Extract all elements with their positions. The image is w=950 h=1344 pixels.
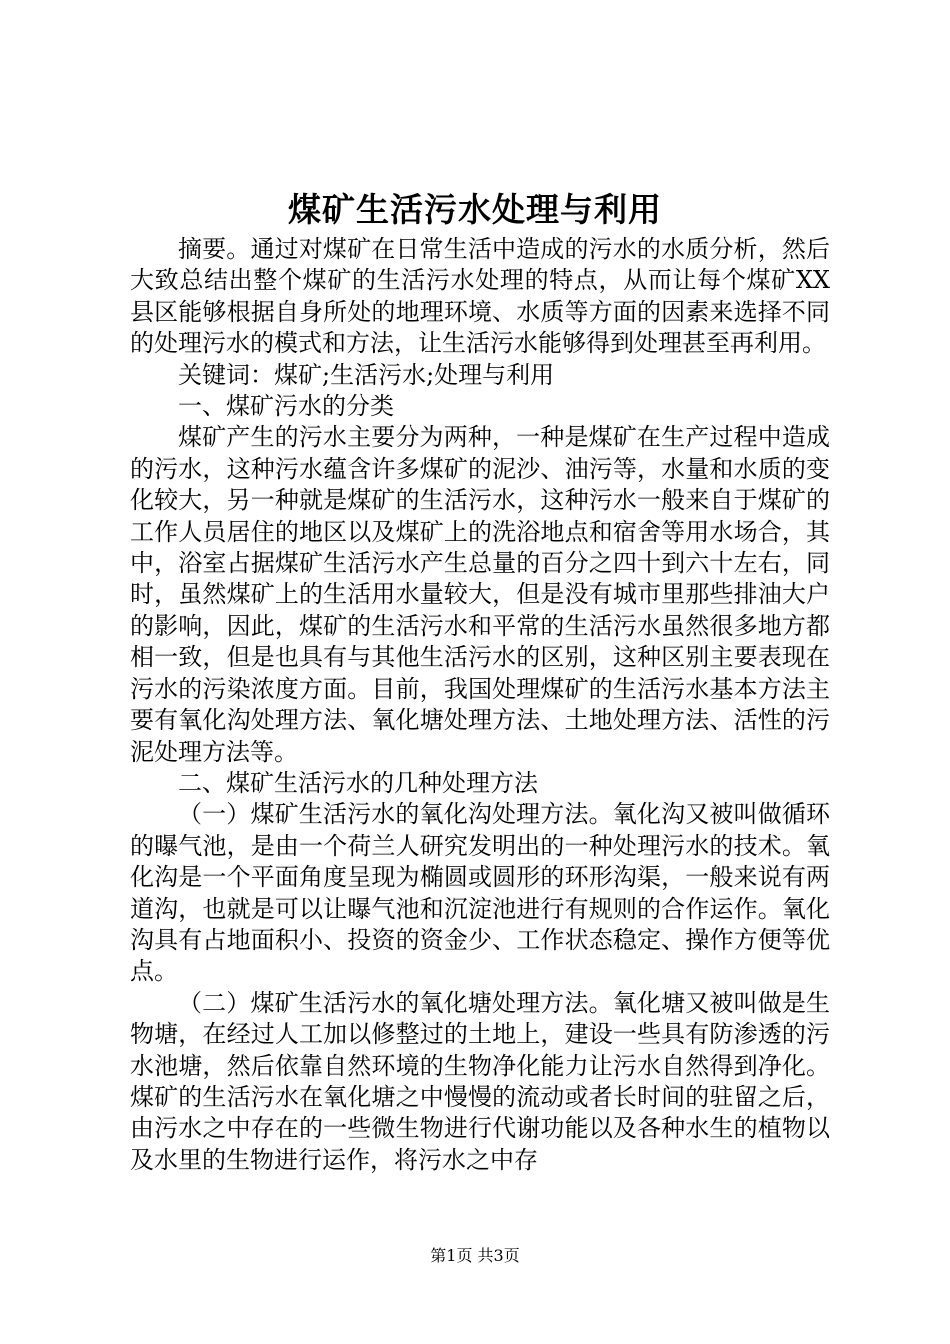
body-paragraph-1: 煤矿产生的污水主要分为两种，一种是煤矿在生产过程中造成的污水，这种污水蕴含许多煤矿的泥沙、油污等，水量和水质的变化较大，另一种就是煤矿的生活污水，这种污水一般来自于煤矿的工作人员居住的地区以及煤矿上的洗浴地点和宿舍等用水场合，其中，浴室占据煤矿生活污水产生总量的百分之四十到六十左右，同时，虽然煤矿上的生活用水量较大，但是没有城市里那些排油大户的影响，因此，煤矿的生活污水和平常的生活污水虽然很多地方都相一致，但是也具有与其他生活污水的区别，这种区别主要表现在污水的污染浓度方面。目前，我国处理煤矿的生活污水基本方法主要有氧化沟处理方法、氧化塘处理方法、土地处理方法、活性的污泥处理方法等。	[130, 423, 830, 766]
body-paragraph-3: （二）煤矿生活污水的氧化塘处理方法。氧化塘又被叫做是生物塘，在经过人工加以修整过的土地上，建设一些具有防渗透的污水池塘，然后依靠自然环境的生物净化能力让污水自然得到净化。煤矿的生活污水在氧化塘之中慢慢的流动或者长时间的驻留之后，由污水之中存在的一些微生物进行代谢功能以及各种水生的植物以及水里的生物进行运作，将污水之中存	[130, 988, 830, 1174]
section-heading-1: 一、煤矿污水的分类	[178, 392, 394, 421]
body-paragraph-2: （一）煤矿生活污水的氧化沟处理方法。氧化沟又被叫做循环的曝气池，是由一个荷兰人研究发明出的一种处理污水的技术。氧化沟是一个平面角度呈现为椭圆或圆形的环形沟渠，一般来说有两道沟，也就是可以让曝气池和沉淀池进行有规则的合作运作。氧化沟具有占地面积小、投资的资金少、工作状态稳定、操作方便等优点。	[130, 800, 830, 986]
document-title: 煤矿生活污水处理与利用	[288, 190, 662, 229]
page-footer: 第1页 共3页	[430, 1246, 520, 1265]
section-heading-2: 二、煤矿生活污水的几种处理方法	[178, 768, 538, 797]
document-body	[130, 234, 830, 1176]
keywords-paragraph: 关键词：煤矿;生活污水;处理与利用	[178, 360, 555, 389]
abstract-paragraph: 摘要。通过对煤矿在日常生活中造成的污水的水质分析，然后大致总结出整个煤矿的生活污水处理的特点，从而让每个煤矿XX县区能够根据自身所处的地理环境、水质等方面的因素来选择不同的处理污水的模式和方法，让生活污水能够得到处理甚至再利用。	[130, 235, 830, 358]
